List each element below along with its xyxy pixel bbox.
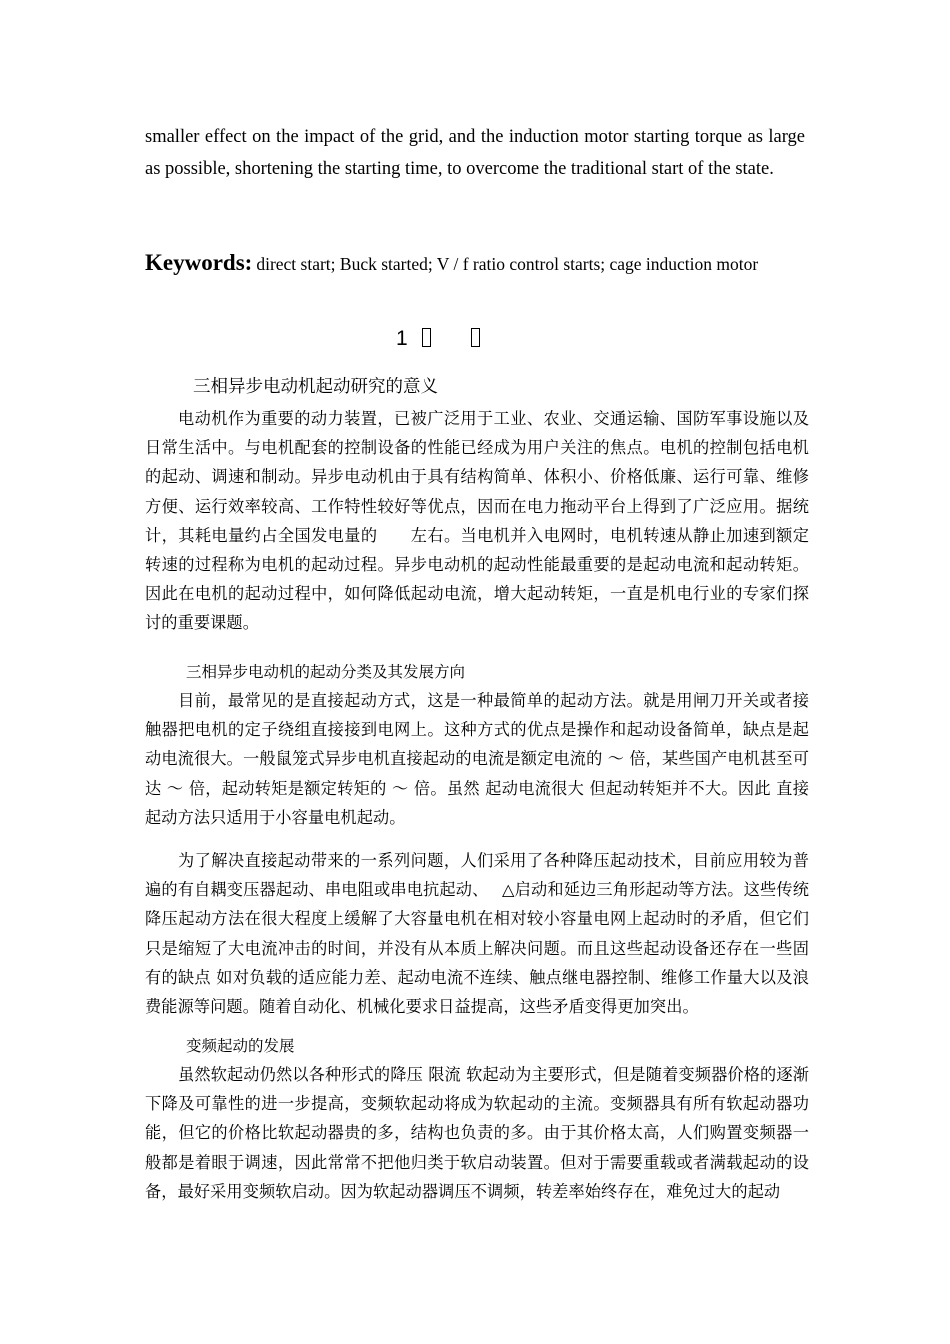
section-heading-vfd: 变频起动的发展 — [186, 1037, 295, 1055]
chapter-heading — [396, 327, 480, 351]
section2-paragraph-2: 为了解决直接起动带来的一系列问题，人们采用了各种降压起动技术，目前应用较为普遍的有自耦变压器起动、串电阻或串电抗起动、 △启动和延边三角形起动等方法。这些传统降压起动方法在很大程度上缓解了大容量电机在相对较小容量电网上起动时的矛盾，但它们只是缩短了大电流冲击的时间，并没有从本质上解决问题。而且这些起动设备还存在一些固有的缺点 如对负载的适应能力差、起动电流不连续、触点继电器控制、维修工作量大以及浪费能源等问题。随着自动化、机械化要求日益提高，这些矛盾变得更加突出。 — [145, 851, 809, 1017]
missing-glyph-box — [471, 328, 480, 347]
section-heading-classification: 三相异步电动机的起动分类及其发展方向 — [186, 663, 466, 681]
section3-paragraph: 虽然软起动仍然以各种形式的降压 限流 软起动为主要形式，但是随着变频器价格的逐渐下降及可靠性的进一步提高，变频软起动将成为软起动的主流。变频器具有所有软起动器功能，但它的价格比软起动器贵的多，结构也负责的多。由于其价格太高，人们购置变频器一般都是着眼于调速，因此常常不把他归类于软启动装置。但对于需要重载或者满载起动的设备，最好采用变频软启动。因为软起动器调压不调频，转差率始终存在，难免过大的起动 — [145, 1065, 809, 1201]
missing-glyph-box — [422, 328, 431, 347]
section1-paragraph: 电动机作为重要的动力装置，已被广泛用于工业、农业、交通运输、国防军事设施以及日常生活中。与电机配套的控制设备的性能已经成为用户关注的焦点。电机的控制包括电机的起动、调速和制动。异步电动机由于具有结构简单、体积小、价格低廉、运行可靠、维修方便、运行效率较高、工作特性较好等优点，因而在电力拖动平台上得到了广泛应用。据统计，其耗电量约占全国发电量的 左右。当电机并入电网时，电机转速从静止加速到额定转速的过程称为电机的起动过程。异步电动机的起动性能最重要的是起动电流和起动转矩。因此在电机的起动过程中，如何降低起动电流，增大起动转矩，一直是机电行业的专家们探讨的重要课题。 — [145, 409, 809, 633]
section2-paragraph-1: 目前，最常见的是直接起动方式，这是一种最简单的起动方法。就是用闸刀开关或者接触器把电机的定子绕组直接接到电网上。这种方式的优点是操作和起动设备简单，缺点是起动电流很大。一般鼠笼式异步电机直接起动的电流是额定电流的 ～ 倍，某些国产电机甚至可达 ～ 倍，起动转矩是额定转矩的 ～ 倍。虽然 起动电流很大 但起动转矩并不大。因此 直接起动方法只适用于小容量电机起动。 — [145, 691, 809, 827]
keywords-label: Keywords: — [145, 250, 253, 275]
section-heading-significance: 三相异步电动机起动研究的意义 — [193, 377, 438, 397]
abstract-tail-paragraph: smaller effect on the impact of the grid, and the induction motor starting torque as large as possible, shortening the starting time, to overcome the traditional start of the state. — [145, 127, 805, 179]
chapter-number: 1 — [396, 327, 408, 350]
keywords-line — [145, 250, 845, 276]
keywords-text: direct start; Buck started; V / f ratio control starts; cage induction motor — [256, 254, 759, 274]
